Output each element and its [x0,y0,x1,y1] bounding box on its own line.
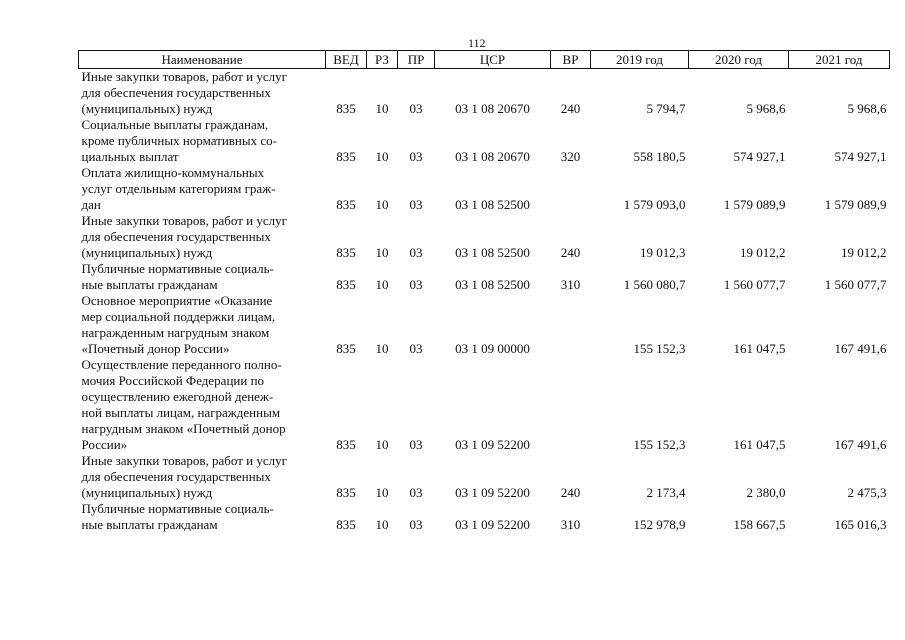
table-row [79,69,890,118]
cell-csr: 03 1 09 00000 [455,341,530,356]
cell-2019: 155 152,3 [633,437,686,452]
row-name [79,117,326,165]
table-row [79,213,890,261]
header-name: Наименование [79,51,326,69]
cell-ved: 835 [336,101,356,116]
cell-csr: 03 1 09 52200 [455,517,530,532]
header-pr: ПР [398,51,435,69]
cell-2021: 167 491,6 [834,341,887,356]
cell-rz: 10 [375,277,389,292]
row-name-line: Основное мероприятие «Оказание [81,293,273,308]
header-vr: ВР [551,51,591,69]
row-name-line: мочия Российской Федерации по [81,373,265,388]
table-row [79,293,890,357]
row-name-line: мер социальной поддержки лицам, [81,309,276,324]
header-csr: ЦСР [435,51,551,69]
cell-2021: 2 475,3 [847,485,887,500]
row-name-line: для обеспечения государственных [81,85,271,100]
cell-2020: 161 047,5 [733,437,786,452]
row-name-line: Иные закупки товаров, работ и услуг [81,69,287,84]
cell-csr: 03 1 08 52500 [455,245,530,260]
header-rz: РЗ [367,51,398,69]
cell-vr [551,293,591,357]
cell-2021: 1 560 077,7 [824,277,887,292]
table-row [79,357,890,453]
row-name-line: нагрудным знаком «Почетный донор [81,421,286,436]
cell-2019: 19 012,3 [640,245,686,260]
cell-csr: 03 1 08 20670 [455,149,530,164]
row-name-line: Оплата жилищно-коммунальных [81,165,265,180]
cell-ved: 835 [336,245,356,260]
cell-pr: 03 [409,197,423,212]
cell-2020: 1 579 089,9 [723,197,786,212]
row-name-line: Иные закупки товаров, работ и услуг [81,213,287,228]
cell-ved: 835 [336,437,356,452]
cell-pr: 03 [409,101,423,116]
cell-rz: 10 [375,149,389,164]
table-row [79,261,890,293]
cell-rz: 10 [375,485,389,500]
cell-rz: 10 [375,341,389,356]
row-name [79,501,326,533]
cell-2019: 1 560 080,7 [623,277,686,292]
table-header-row [79,51,890,69]
row-name-line: Публичные нормативные социаль- [81,501,274,516]
cell-ved: 835 [336,197,356,212]
cell-ved: 835 [336,517,356,532]
table-row [79,165,890,213]
cell-2021: 167 491,6 [834,437,887,452]
cell-pr: 03 [409,277,423,292]
row-name [79,453,326,501]
header-ved: ВЕД [326,51,367,69]
table-row [79,117,890,165]
cell-csr: 03 1 09 52200 [455,437,530,452]
budget-table [78,50,890,533]
cell-ved: 835 [336,277,356,292]
cell-csr: 03 1 08 52500 [455,277,530,292]
row-name-line: осуществлению ежегодной денеж- [81,389,274,404]
cell-pr: 03 [409,149,423,164]
cell-2019: 2 173,4 [646,485,686,500]
cell-2020: 19 012,2 [740,245,786,260]
cell-2020: 574 927,1 [733,149,786,164]
row-name-line: (муниципальных) нужд [81,485,213,500]
row-name [79,293,326,357]
table-row [79,501,890,533]
cell-vr: 310 [560,517,581,532]
cell-ved: 835 [336,149,356,164]
row-name-line: услуг отдельным категориям граж- [81,181,276,196]
row-name-line: России» [81,437,128,452]
cell-2019: 558 180,5 [633,149,686,164]
cell-rz: 10 [375,245,389,260]
cell-2021: 5 968,6 [847,101,887,116]
cell-csr: 03 1 08 20670 [455,101,530,116]
page-number: 112 [468,36,486,50]
cell-vr: 240 [560,485,581,500]
header-2020: 2020 год [689,51,789,69]
row-name-line: ные выплаты гражданам [81,517,218,532]
cell-2021: 1 579 089,9 [824,197,887,212]
cell-2020: 2 380,0 [746,485,786,500]
cell-rz: 10 [375,101,389,116]
cell-rz: 10 [375,437,389,452]
row-name-line: (муниципальных) нужд [81,245,213,260]
cell-pr: 03 [409,341,423,356]
cell-pr: 03 [409,245,423,260]
row-name [79,357,326,453]
row-name [79,69,326,118]
row-name-line: «Почетный донор России» [81,341,230,356]
row-name-line: для обеспечения государственных [81,469,271,484]
cell-2019: 1 579 093,0 [623,197,686,212]
cell-vr [551,165,591,213]
cell-2020: 161 047,5 [733,341,786,356]
cell-ved: 835 [336,485,356,500]
cell-pr: 03 [409,485,423,500]
row-name [79,261,326,293]
cell-pr: 03 [409,437,423,452]
row-name-line: Иные закупки товаров, работ и услуг [81,453,287,468]
row-name [79,165,326,213]
cell-2020: 158 667,5 [733,517,786,532]
row-name [79,213,326,261]
row-name-line: дан [81,197,101,212]
table-row [79,453,890,501]
cell-vr: 240 [560,101,581,116]
cell-2019: 152 978,9 [633,517,686,532]
cell-vr: 240 [560,245,581,260]
row-name-line: Публичные нормативные социаль- [81,261,274,276]
row-name-line: циальных выплат [81,149,179,164]
cell-2021: 574 927,1 [834,149,887,164]
cell-2020: 1 560 077,7 [723,277,786,292]
row-name-line: для обеспечения государственных [81,229,271,244]
cell-2021: 19 012,2 [841,245,887,260]
cell-rz: 10 [375,197,389,212]
cell-vr: 320 [560,149,581,164]
cell-vr [551,357,591,453]
row-name-line: кроме публичных нормативных со- [81,133,277,148]
cell-csr: 03 1 08 52500 [455,197,530,212]
cell-csr: 03 1 09 52200 [455,485,530,500]
row-name-line: Осуществление переданного полно- [81,357,282,372]
row-name-line: (муниципальных) нужд [81,101,213,116]
cell-2019: 155 152,3 [633,341,686,356]
cell-pr: 03 [409,517,423,532]
cell-vr: 310 [560,277,581,292]
cell-ved: 835 [336,341,356,356]
row-name-line: ной выплаты лицам, награжденным [81,405,281,420]
row-name-line: награжденным нагрудным знаком [81,325,270,340]
row-name-line: ные выплаты гражданам [81,277,218,292]
row-name-line: Социальные выплаты гражданам, [81,117,269,132]
cell-2021: 165 016,3 [834,517,887,532]
cell-rz: 10 [375,517,389,532]
cell-2020: 5 968,6 [746,101,786,116]
cell-2019: 5 794,7 [646,101,686,116]
header-2019: 2019 год [591,51,689,69]
header-2021: 2021 год [789,51,890,69]
